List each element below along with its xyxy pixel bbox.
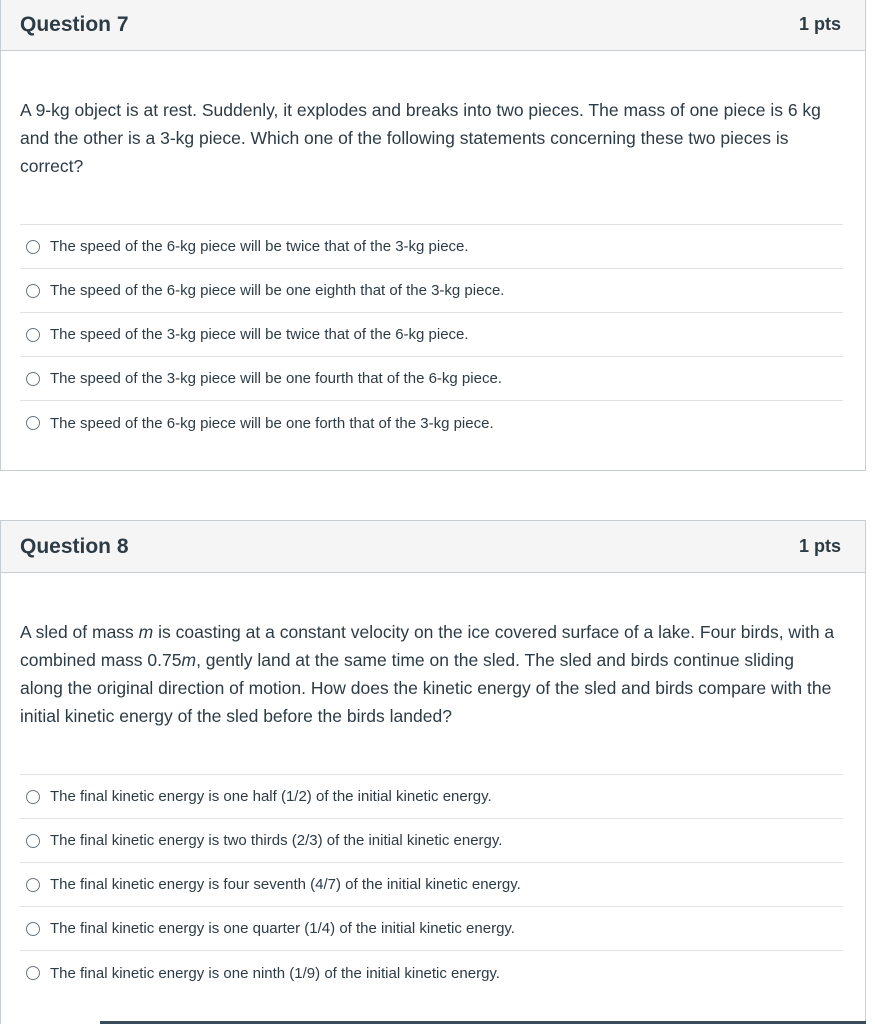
answer-label[interactable]: The final kinetic energy is four seventh (4/7) of the initial kinetic energy. [50,876,521,893]
question-header [1,0,865,51]
radio-button[interactable] [26,922,40,936]
question-title: Question 8 [20,534,129,558]
answer-list [20,224,843,445]
question-title: Question 7 [20,12,129,36]
answer-label[interactable]: The final kinetic energy is one quarter (1/4) of the initial kinetic energy. [50,920,515,937]
question-text-part: is coasting at a constant velocity on the ice covered surface of a lake. Four birds, with a combined mass 0.75 [20,622,835,670]
answer-label[interactable]: The speed of the 3-kg piece will be one fourth that of the 6-kg piece. [50,370,502,387]
question-header [1,521,865,573]
radio-button[interactable] [26,790,40,804]
answer-label[interactable]: The speed of the 6-kg piece will be one eighth that of the 3-kg piece. [50,282,505,299]
radio-button[interactable] [26,878,40,892]
question-points: 1 pts [798,536,841,556]
answer-option[interactable] [20,401,843,445]
mass-variable: m [181,650,197,670]
mass-variable: m [138,622,154,642]
radio-button[interactable] [26,240,40,254]
question-8 [0,520,866,1024]
question-text [1,618,865,730]
answer-list [20,774,843,995]
answer-option[interactable] [20,863,843,907]
radio-button[interactable] [26,372,40,386]
answer-label[interactable]: The speed of the 6-kg piece will be one forth that of the 3-kg piece. [50,414,494,432]
answer-label[interactable]: The final kinetic energy is one half (1/2) of the initial kinetic energy. [50,788,492,805]
question-7 [0,0,866,471]
radio-button[interactable] [26,284,40,298]
answer-option[interactable] [20,313,843,357]
answer-option[interactable] [20,907,843,951]
question-text: A 9-kg object is at rest. Suddenly, it explodes and breaks into two pieces. The mass of one piece is 6 kg and the other is a 3-kg piece. Which one of the following statements concerning these two pieces is correct? [20,100,821,176]
radio-button[interactable] [26,416,40,430]
answer-option[interactable] [20,269,843,313]
question-text-part: A sled of mass [20,622,139,642]
answer-option[interactable] [20,357,843,401]
answer-option[interactable] [20,775,843,819]
answer-option[interactable] [20,819,843,863]
answer-option[interactable] [20,225,843,269]
radio-button[interactable] [26,328,40,342]
answer-label[interactable]: The speed of the 3-kg piece will be twice that of the 6-kg piece. [50,326,469,343]
answer-label[interactable]: The final kinetic energy is one ninth (1/9) of the initial kinetic energy. [50,964,500,982]
question-text-part: , gently land at the same time on the sled. The sled and birds continue sliding along the original direction of motion. How does the kinetic energy of the sled and birds compare with the initial kinetic energy of the sled before the birds landed? [20,650,832,726]
radio-button[interactable] [26,966,40,980]
radio-button[interactable] [26,834,40,848]
answer-label[interactable]: The speed of the 6-kg piece will be twice that of the 3-kg piece. [50,238,469,255]
answer-option[interactable] [20,951,843,995]
question-points: 1 pts [798,14,841,34]
answer-label[interactable]: The final kinetic energy is two thirds (2/3) of the initial kinetic energy. [50,832,503,849]
